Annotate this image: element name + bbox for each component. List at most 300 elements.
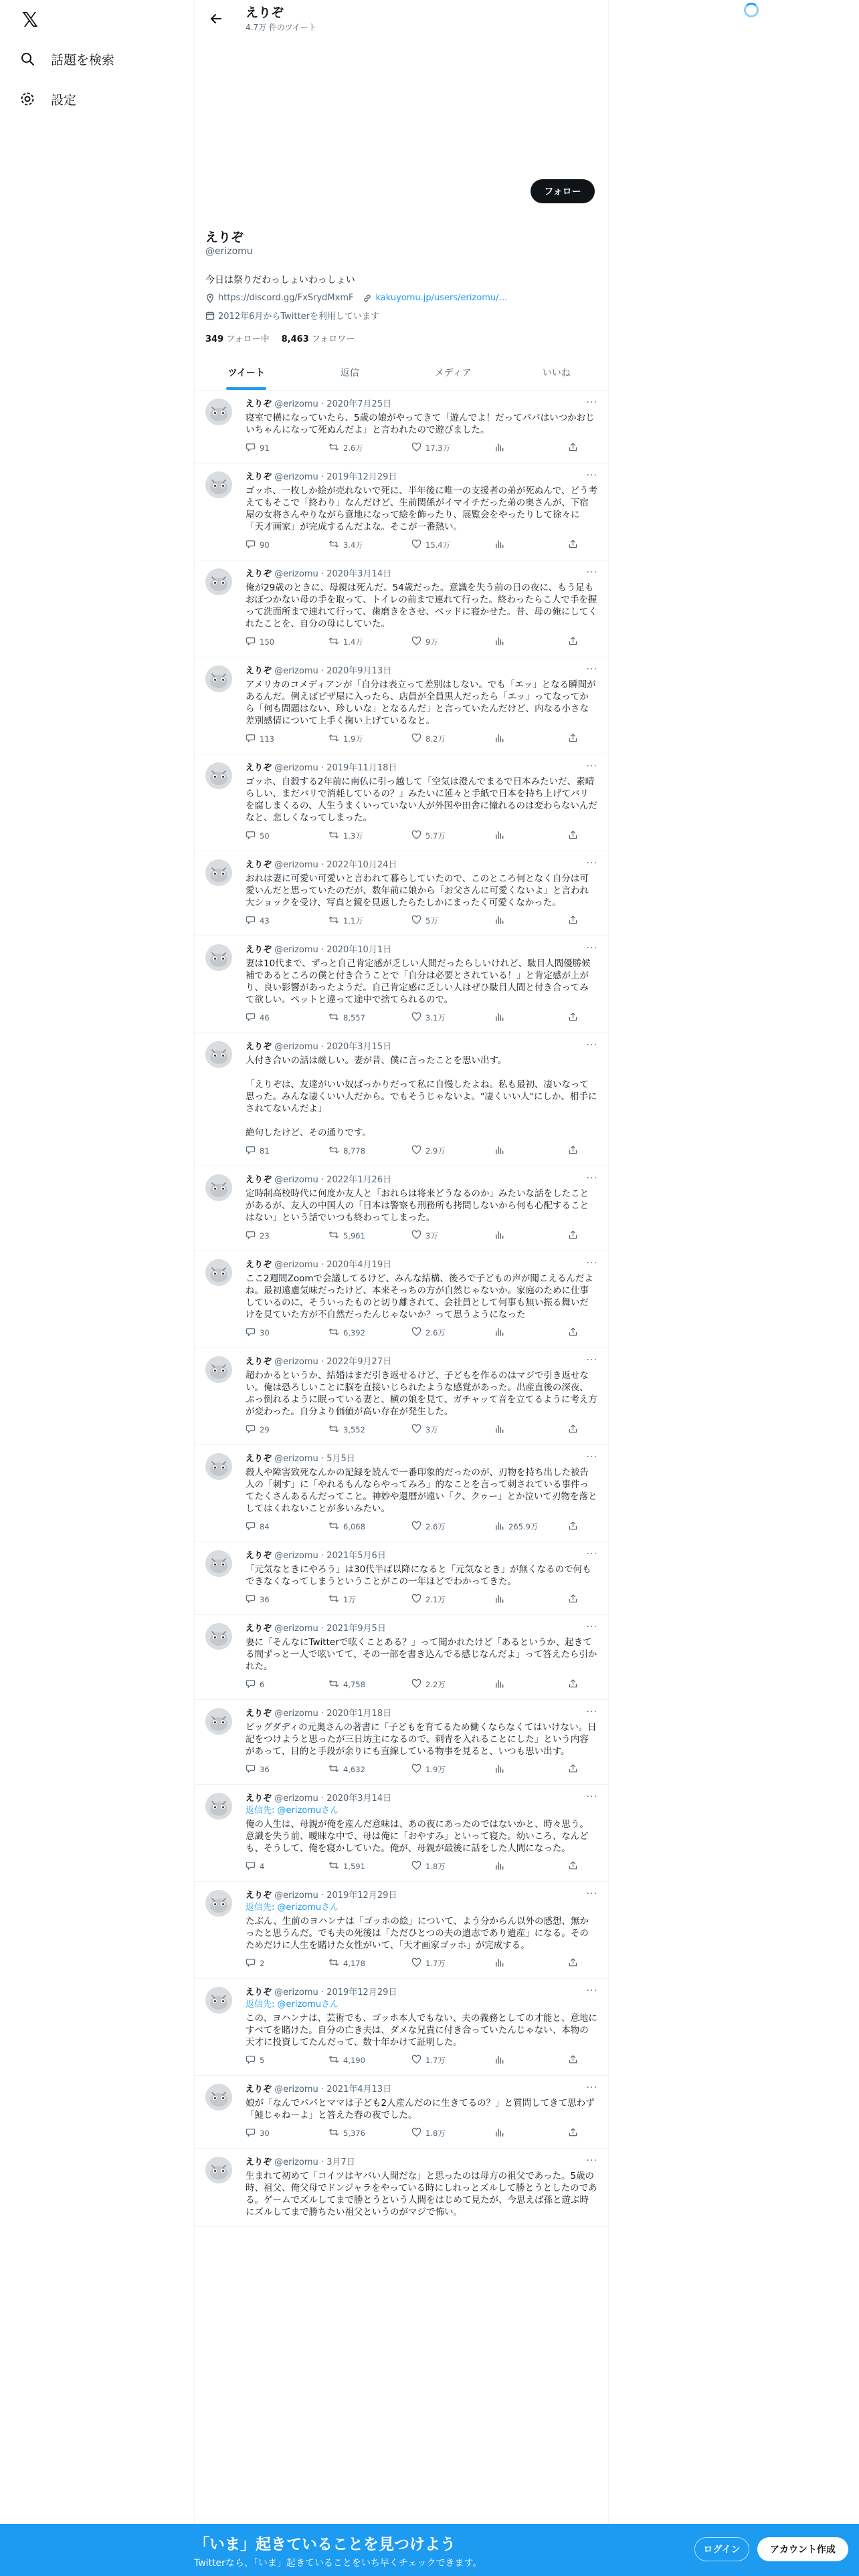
- tweet-author-name[interactable]: えりぞ: [246, 1042, 272, 1052]
- tweet-text: 妻に「そんなにTwitterで呟くことある？」って聞かれたけど「あるというか、起きてる間ずっと一人で呟いてて、その一部を書き込んでる感じなんだよ」って答えたら引かれた。: [246, 1637, 597, 1672]
- tweet[interactable]: [195, 463, 608, 560]
- tweet-meta: @erizomu · 2020年9月13日: [274, 666, 392, 676]
- analytics-icon: [494, 1230, 504, 1242]
- tweet-text: アメリカのコメディアンが「自分は表立って差別はしない。でも「エッ」となる瞬間があるんだ。例えばピザ屋に入ったら、店員が全員黒人だったら「エッ」ってなってから「何も問題はない、珍しいな」となるんだ」と言っていたんだけど、内なる小さな差別感情について上手く掬い上げているなと。: [246, 679, 596, 726]
- heart-icon: [411, 830, 421, 842]
- tweet[interactable]: [195, 1542, 608, 1615]
- like-button[interactable]: [411, 1860, 494, 1872]
- tweet[interactable]: [195, 1882, 608, 1979]
- retweet-button[interactable]: [328, 830, 411, 842]
- tweet[interactable]: [195, 391, 608, 463]
- tweet[interactable]: [195, 1033, 608, 1166]
- views-button[interactable]: [494, 636, 568, 648]
- tweet-author-name[interactable]: えりぞ: [246, 399, 272, 409]
- avatar[interactable]: [205, 2084, 232, 2111]
- more-icon[interactable]: ···: [586, 470, 597, 481]
- profile-link[interactable]: [363, 293, 507, 303]
- retweet-button[interactable]: [328, 1230, 411, 1242]
- more-icon[interactable]: ···: [586, 858, 597, 869]
- tweet-author-name[interactable]: えりぞ: [246, 1794, 272, 1804]
- main-column: [194, 0, 609, 2576]
- share-button[interactable]: [568, 539, 581, 551]
- share-button[interactable]: [568, 1327, 581, 1339]
- tweet[interactable]: [195, 1348, 608, 1445]
- tweet-header: [246, 944, 597, 956]
- tweet-author-name[interactable]: えりぞ: [246, 2157, 272, 2167]
- tweet[interactable]: [195, 2076, 608, 2149]
- tweet[interactable]: [195, 2149, 608, 2227]
- share-button[interactable]: [568, 1424, 581, 1436]
- retweet-button[interactable]: [328, 1957, 411, 1969]
- tweet-author-name[interactable]: えりぞ: [246, 1260, 272, 1270]
- retweet-icon: [328, 1763, 339, 1776]
- retweet-count: 6,068: [343, 1522, 365, 1531]
- like-count: 5.7万: [425, 831, 446, 841]
- tweet[interactable]: [195, 560, 608, 657]
- avatar[interactable]: [205, 1041, 232, 1068]
- avatar[interactable]: [205, 1259, 232, 1286]
- back-arrow-icon[interactable]: [205, 8, 227, 29]
- more-icon[interactable]: ···: [586, 1889, 597, 1899]
- tweet-actions: [246, 1229, 597, 1243]
- analytics-icon: [494, 1860, 504, 1872]
- retweet-icon: [328, 1679, 339, 1691]
- reply-button[interactable]: [246, 1424, 328, 1436]
- following-stat[interactable]: [205, 332, 270, 344]
- views-button[interactable]: [494, 2127, 568, 2139]
- reply-button[interactable]: [246, 442, 328, 454]
- like-count: 1.9万: [425, 1765, 446, 1774]
- views-button[interactable]: [494, 1145, 568, 1157]
- header-tweet-count: 4.7万 件のツイート: [246, 23, 317, 32]
- heart-icon: [411, 733, 421, 745]
- like-count: 2.9万: [425, 1146, 446, 1156]
- reply-button[interactable]: [246, 915, 328, 927]
- avatar[interactable]: [205, 399, 232, 425]
- more-icon[interactable]: ···: [586, 1452, 597, 1463]
- tweet[interactable]: [195, 936, 608, 1033]
- tweet-text: 寝室で横になっていたら、5歳の娘がやってきて「遊んでよ！だってパパはいつかおじいちゃんになって死ぬんだよ」と言われたので遊びました。: [246, 413, 595, 435]
- reply-button[interactable]: [246, 1521, 328, 1533]
- heart-icon: [411, 539, 421, 551]
- tweet-text: 殺人や障害致死なんかの記録を読んで一番印象的だったのが、刃物を持ち出した被告人の「刺す」に「やれるもんならやってみろ」的なことを言って刺されている事件ってたくさんあるんだってこと。神妙や還暦が遠い「ク、クゥー」とか泣いて刃物を落としてはくれないことが多いみたい。: [246, 1467, 597, 1514]
- share-button[interactable]: [568, 1521, 581, 1533]
- retweet-icon: [328, 636, 339, 648]
- more-icon[interactable]: ···: [586, 1985, 597, 1996]
- like-count: 2.6万: [425, 1328, 446, 1337]
- reply-button[interactable]: [246, 1012, 328, 1024]
- tweet-author-name[interactable]: えりぞ: [246, 569, 272, 579]
- heart-icon: [411, 636, 421, 648]
- reply-button[interactable]: [246, 2127, 328, 2139]
- tweet-meta: @erizomu · 2022年1月26日: [274, 1175, 392, 1185]
- reply-icon: [246, 830, 256, 842]
- retweet-button[interactable]: [328, 2054, 411, 2066]
- more-icon[interactable]: ···: [586, 1355, 597, 1366]
- tweet-meta: @erizomu · 5月5日: [274, 1454, 355, 1464]
- like-count: 1.7万: [425, 1959, 446, 1968]
- x-logo-icon[interactable]: 𝕏: [21, 9, 39, 32]
- tweet-actions: [246, 829, 597, 843]
- more-icon[interactable]: ···: [586, 761, 597, 772]
- views-button[interactable]: [494, 442, 568, 454]
- views-button[interactable]: [494, 1424, 568, 1436]
- reply-button[interactable]: [246, 539, 328, 551]
- tweet-author-name[interactable]: えりぞ: [246, 945, 272, 955]
- retweet-button[interactable]: [328, 1594, 411, 1606]
- tweet-author-name[interactable]: えりぞ: [246, 763, 272, 773]
- like-button[interactable]: [411, 1145, 494, 1157]
- reply-button[interactable]: [246, 733, 328, 745]
- share-button[interactable]: [568, 1860, 581, 1872]
- like-button[interactable]: [411, 2127, 494, 2139]
- retweet-icon: [328, 1424, 339, 1436]
- tweet-author-name[interactable]: えりぞ: [246, 1709, 272, 1719]
- like-button[interactable]: [411, 539, 494, 551]
- more-icon[interactable]: ···: [586, 1040, 597, 1051]
- share-button[interactable]: [568, 1145, 581, 1157]
- share-button[interactable]: [568, 1594, 581, 1606]
- reply-icon: [246, 2127, 256, 2139]
- tweet-text: この、ヨハンナは、芸術でも、ゴッホ本人でもない、夫の義務としての才能と、意地にすべてを賭けた。自分の亡き夫は、ダメな兄貴に付き合っていたんじゃない、本物の天才に投資してたんだって、数十年かけて証明した。: [246, 2013, 597, 2048]
- like-button[interactable]: [411, 733, 494, 745]
- like-button[interactable]: [411, 830, 494, 842]
- tweet[interactable]: [195, 754, 608, 851]
- followers-label: フォロワー: [311, 334, 355, 344]
- tweet-header: [246, 1987, 597, 1999]
- reply-icon: [246, 1957, 256, 1969]
- like-button[interactable]: [411, 1763, 494, 1776]
- share-button[interactable]: [568, 2054, 581, 2066]
- followers-stat[interactable]: [282, 332, 355, 344]
- like-count: 1.8万: [425, 1862, 446, 1871]
- avatar[interactable]: [205, 1453, 232, 1480]
- avatar[interactable]: [205, 944, 232, 971]
- avatar[interactable]: [205, 1793, 232, 1820]
- tweet[interactable]: [195, 1615, 608, 1700]
- tweet-author-name[interactable]: えりぞ: [246, 1175, 272, 1185]
- share-icon: [568, 830, 578, 842]
- analytics-icon: [494, 1145, 504, 1157]
- more-icon[interactable]: ···: [586, 2082, 597, 2093]
- retweet-button[interactable]: [328, 1521, 411, 1533]
- reply-button[interactable]: [246, 1230, 328, 1242]
- following-count: 349: [205, 334, 224, 344]
- reply-icon: [246, 1763, 256, 1776]
- nav-item-settings[interactable]: [19, 86, 76, 112]
- link-icon: [363, 294, 372, 303]
- views-button[interactable]: [494, 539, 568, 551]
- tweet-author-name[interactable]: えりぞ: [246, 1988, 272, 1998]
- tweet-header: [246, 471, 597, 484]
- tweet[interactable]: [195, 1979, 608, 2076]
- more-icon[interactable]: ···: [586, 567, 597, 578]
- like-button[interactable]: [411, 1679, 494, 1691]
- tweet-header: [246, 568, 597, 580]
- tweet-text: ここ2週間Zoomで会議してるけど、みんな結構、後ろで子どもの声が聞こえるんだよね。最初遠慮気味だったけど、本来そっちの方が自然じゃないか。家庭のために仕事しているのに、そういったものと切り離されて、会社員として何事も無い振る舞いだけを見ていた方が不自然だったんじゃないか？って思うようになった: [246, 1273, 593, 1320]
- share-icon: [568, 539, 578, 551]
- share-icon: [568, 733, 578, 745]
- reply-button[interactable]: [246, 1763, 328, 1776]
- nav-item-label: 話題を検索: [51, 52, 115, 68]
- tweet-author-name[interactable]: えりぞ: [246, 1357, 272, 1367]
- tweet[interactable]: [195, 1251, 608, 1348]
- share-icon: [568, 1145, 578, 1157]
- avatar[interactable]: [205, 665, 232, 692]
- retweet-icon: [328, 1012, 339, 1024]
- share-button[interactable]: [568, 1763, 581, 1776]
- calendar-icon: [205, 311, 215, 320]
- profile-bio: 今日は祭りだわっしょいわっしょい: [205, 275, 355, 286]
- retweet-button[interactable]: [328, 733, 411, 745]
- profile-tabs: [195, 354, 608, 391]
- tweet[interactable]: [195, 1700, 608, 1785]
- tweet-actions: [246, 1678, 597, 1691]
- views-button[interactable]: [494, 1012, 568, 1024]
- retweet-icon: [328, 442, 339, 454]
- tweet-author-name[interactable]: えりぞ: [246, 666, 272, 676]
- retweet-icon: [328, 2054, 339, 2066]
- reply-button[interactable]: [246, 1327, 328, 1339]
- retweet-button[interactable]: [328, 539, 411, 551]
- reply-button[interactable]: [246, 830, 328, 842]
- share-button[interactable]: [568, 442, 581, 454]
- share-button[interactable]: [568, 733, 581, 745]
- share-button[interactable]: [568, 1957, 581, 1969]
- like-button[interactable]: [411, 2054, 494, 2066]
- tweet-author-name[interactable]: えりぞ: [246, 2084, 272, 2095]
- more-icon[interactable]: ···: [586, 1707, 597, 1717]
- retweet-button[interactable]: [328, 442, 411, 454]
- like-count: 5万: [425, 916, 438, 926]
- reply-icon: [246, 915, 256, 927]
- retweet-icon: [328, 539, 339, 551]
- retweet-button[interactable]: [328, 2127, 411, 2139]
- retweet-button[interactable]: [328, 1860, 411, 1872]
- tweet-header: [246, 2084, 597, 2096]
- like-button[interactable]: [411, 1957, 494, 1969]
- reply-icon: [246, 1145, 256, 1157]
- retweet-count: 4,190: [343, 2056, 365, 2065]
- more-icon[interactable]: ···: [586, 664, 597, 675]
- avatar[interactable]: [205, 1623, 232, 1650]
- views-button[interactable]: [494, 915, 568, 927]
- share-icon: [568, 1594, 578, 1606]
- reply-to-text[interactable]: 返信先: @erizomuさん: [246, 1806, 339, 1816]
- more-icon[interactable]: ···: [586, 943, 597, 954]
- tweet-text: たぶん、生前のヨハンナは「ゴッホの絵」について、よう分からん以外の感想、無かったと思うんだ。でも夫の死後は「ただひとつの夫の遺志であり遺産」になる。そのためだけに人生を賭けた女性がいて、「天才画家ゴッホ」が完成する。: [246, 1916, 589, 1951]
- views-button[interactable]: [494, 2054, 568, 2066]
- like-button[interactable]: [411, 636, 494, 648]
- like-button[interactable]: [411, 1521, 494, 1533]
- tweet-author-name[interactable]: えりぞ: [246, 472, 272, 482]
- tweet-header: [246, 2157, 597, 2169]
- views-button[interactable]: [494, 1594, 568, 1606]
- tab-likes[interactable]: いいね: [542, 367, 571, 379]
- tweet-text: 俺の人生は、母親が俺を産んだ意味は、あの夜にあったのではないかと、時々思う。意識を失う前、曖昧な中で、母は俺に「おやすみ」といって寝た。幼いころ、なんども、そうして、俺を寝かしていた。俺が、母親が最後に話をした人間になった。: [246, 1819, 589, 1854]
- avatar[interactable]: [205, 1356, 232, 1383]
- tweet-meta: @erizomu · 2020年1月18日: [274, 1709, 392, 1719]
- tweet-meta: @erizomu · 2020年3月14日: [274, 1794, 392, 1804]
- login-button[interactable]: ログイン: [694, 2537, 749, 2561]
- tweet-header: [246, 859, 597, 871]
- views-button[interactable]: [494, 1763, 568, 1776]
- tweet-actions: [246, 538, 597, 552]
- reply-icon: [246, 1521, 256, 1533]
- heart-icon: [411, 442, 421, 454]
- heart-icon: [411, 1860, 421, 1872]
- analytics-icon: [494, 1521, 504, 1533]
- share-button[interactable]: [568, 1230, 581, 1242]
- reply-button[interactable]: [246, 1594, 328, 1606]
- tweet-actions: [246, 914, 597, 928]
- tweet-meta: @erizomu · 2021年9月5日: [274, 1624, 386, 1634]
- retweet-button[interactable]: [328, 1763, 411, 1776]
- share-button[interactable]: [568, 1679, 581, 1691]
- profile-link-text[interactable]: kakuyomu.jp/users/erizomu/…: [375, 293, 508, 303]
- reply-button[interactable]: [246, 2054, 328, 2066]
- more-icon[interactable]: ···: [586, 1549, 597, 1560]
- heart-icon: [411, 2054, 421, 2066]
- tweet-meta: @erizomu · 2022年10月24日: [274, 860, 397, 870]
- reply-button[interactable]: [246, 1957, 328, 1969]
- profile-handle: @erizomu: [205, 246, 253, 257]
- nav-item-explore[interactable]: [19, 45, 114, 72]
- more-icon[interactable]: ···: [586, 1258, 597, 1269]
- tweet-header: [246, 1259, 597, 1271]
- retweet-button[interactable]: [328, 1145, 411, 1157]
- like-count: 17.3万: [425, 443, 451, 453]
- tab-replies[interactable]: 返信: [340, 367, 359, 379]
- avatar[interactable]: [205, 1174, 232, 1201]
- more-icon[interactable]: ···: [586, 1792, 597, 1802]
- retweet-button[interactable]: [328, 1679, 411, 1691]
- retweet-count: 3.4万: [343, 540, 363, 550]
- views-button[interactable]: [494, 1860, 568, 1872]
- views-button[interactable]: [494, 830, 568, 842]
- reply-to-text[interactable]: 返信先: @erizomuさん: [246, 2000, 339, 2010]
- reply-button[interactable]: [246, 636, 328, 648]
- reply-icon: [246, 1012, 256, 1024]
- tweet[interactable]: [195, 1166, 608, 1251]
- retweet-icon: [328, 1145, 339, 1157]
- tweet-meta: @erizomu · 2020年3月15日: [274, 1042, 392, 1052]
- share-button[interactable]: [568, 2127, 581, 2139]
- reply-count: 23: [260, 1231, 270, 1241]
- retweet-button[interactable]: [328, 1424, 411, 1436]
- profile-joined-text: 2012年6月からTwitterを利用しています: [218, 312, 379, 322]
- retweet-count: 5,376: [343, 2129, 365, 2138]
- tweet-author-name[interactable]: えりぞ: [246, 1454, 272, 1464]
- more-icon[interactable]: ···: [586, 1622, 597, 1632]
- retweet-icon: [328, 1230, 339, 1242]
- tab-tweets[interactable]: ツイート: [195, 354, 298, 390]
- share-button[interactable]: [568, 915, 581, 927]
- location-icon: [205, 294, 215, 303]
- share-button[interactable]: [568, 636, 581, 648]
- avatar[interactable]: [205, 762, 232, 789]
- tweet[interactable]: [195, 657, 608, 754]
- tweet[interactable]: [195, 1785, 608, 1882]
- more-icon[interactable]: ···: [586, 1173, 597, 1184]
- more-icon[interactable]: ···: [586, 397, 597, 408]
- tweet-author-name[interactable]: えりぞ: [246, 860, 272, 870]
- view-count: 265.9万: [508, 1522, 539, 1531]
- retweet-button[interactable]: [328, 636, 411, 648]
- retweet-button[interactable]: [328, 1012, 411, 1024]
- like-button[interactable]: [411, 1012, 494, 1024]
- views-button[interactable]: [494, 733, 568, 745]
- tab-media[interactable]: メディア: [434, 367, 472, 379]
- avatar[interactable]: [205, 471, 232, 498]
- views-button[interactable]: [494, 1327, 568, 1339]
- retweet-count: 2.6万: [343, 443, 363, 453]
- more-icon[interactable]: ···: [586, 2155, 597, 2166]
- tweet-text: ゴッホ、自殺する2年前に南仏に引っ越して「空気は澄んでまるで日本みたいだ、素晴らしい、まだパリで消耗しているの？」みたいに延々と手紙で日本を持ち上げてパリを腐しまくるの、人生うまくいっていない人が外国や田舎に憧れるのは変わらないんだなと、悲しくなってしまった。: [246, 776, 597, 823]
- tweet-author-name[interactable]: えりぞ: [246, 1551, 272, 1561]
- avatar[interactable]: [205, 1890, 232, 1917]
- share-icon: [568, 1424, 578, 1436]
- reply-count: 113: [260, 734, 274, 744]
- tweet-meta: @erizomu · 2019年12月29日: [274, 472, 397, 482]
- retweet-icon: [328, 1860, 339, 1872]
- share-icon: [568, 1012, 578, 1024]
- views-button[interactable]: [494, 1957, 568, 1969]
- like-button[interactable]: [411, 1230, 494, 1242]
- profile-meta: [205, 293, 508, 303]
- retweet-count: 4,632: [343, 1765, 365, 1774]
- follow-button[interactable]: フォロー: [531, 179, 595, 203]
- tweet-author-name[interactable]: えりぞ: [246, 1624, 272, 1634]
- tweet-actions: [246, 732, 597, 746]
- avatar[interactable]: [205, 2157, 232, 2183]
- like-button[interactable]: [411, 442, 494, 454]
- tweet[interactable]: [195, 1445, 608, 1542]
- share-button[interactable]: [568, 1012, 581, 1024]
- reply-button[interactable]: [246, 1860, 328, 1872]
- heart-icon: [411, 2127, 421, 2139]
- tweet-actions: [246, 2127, 597, 2140]
- share-button[interactable]: [568, 830, 581, 842]
- retweet-button[interactable]: [328, 1327, 411, 1339]
- reply-count: 29: [260, 1425, 270, 1434]
- share-icon: [568, 2054, 578, 2066]
- avatar[interactable]: [205, 1987, 232, 2014]
- like-button[interactable]: [411, 1594, 494, 1606]
- like-button[interactable]: [411, 1327, 494, 1339]
- avatar[interactable]: [205, 1550, 232, 1577]
- like-button[interactable]: [411, 915, 494, 927]
- share-icon: [568, 1860, 578, 1872]
- avatar[interactable]: [205, 859, 232, 886]
- retweet-button[interactable]: [328, 915, 411, 927]
- avatar[interactable]: [205, 568, 232, 595]
- tweet[interactable]: [195, 851, 608, 936]
- analytics-icon: [494, 2054, 504, 2066]
- like-button[interactable]: [411, 1424, 494, 1436]
- reply-to-text[interactable]: 返信先: @erizomuさん: [246, 1903, 339, 1913]
- analytics-icon: [494, 915, 504, 927]
- views-button[interactable]: [494, 1521, 568, 1533]
- views-button[interactable]: [494, 1679, 568, 1691]
- tweet-author-name[interactable]: えりぞ: [246, 1891, 272, 1901]
- reply-button[interactable]: [246, 1145, 328, 1157]
- tweet-actions: [246, 1593, 597, 1606]
- views-button[interactable]: [494, 1230, 568, 1242]
- signup-button[interactable]: アカウント作成: [757, 2537, 848, 2561]
- avatar[interactable]: [205, 1708, 232, 1735]
- reply-button[interactable]: [246, 1679, 328, 1691]
